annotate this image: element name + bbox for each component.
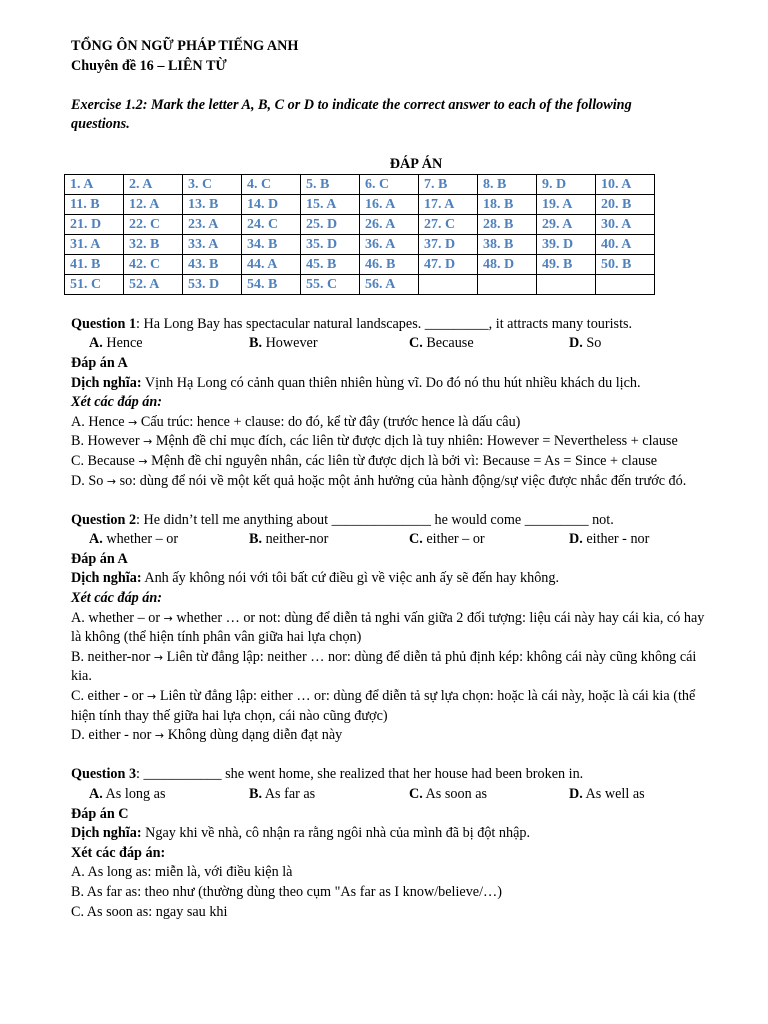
option-b: B. However bbox=[249, 335, 318, 352]
question-block bbox=[71, 315, 716, 491]
explanation-item: D. either - nor → Không dùng dạng diễn đạt này bbox=[71, 727, 343, 744]
consider-heading: Xét các đáp án: bbox=[71, 394, 163, 411]
question-label: Question 3 bbox=[71, 766, 137, 783]
arrow-icon: → bbox=[128, 415, 138, 429]
explanation-item: A. whether – or → whether … or not: dùng để diễn tả nghi vấn giữa 2 đối tượng: liệu cái này hay cái kia, có hay là không (thể hiện tính phân vân giữa hai lựa chọn) bbox=[71, 609, 705, 646]
question-block bbox=[71, 511, 716, 746]
answer-key-cell: 19. A bbox=[537, 195, 596, 215]
answer-key-cell: 9. D bbox=[537, 175, 596, 195]
arrow-icon: → bbox=[163, 611, 173, 625]
answer-key-cell bbox=[419, 275, 478, 295]
question-stem bbox=[71, 315, 716, 335]
answer-line: Đáp án A bbox=[71, 354, 128, 371]
option-c: C. either – or bbox=[409, 531, 485, 548]
document-title: TỔNG ÔN NGỮ PHÁP TIẾNG ANH bbox=[71, 38, 299, 54]
answer-key-cell: 53. D bbox=[183, 275, 242, 295]
translation-line: Dịch nghĩa: Vịnh Hạ Long có cảnh quan thiên nhiên hùng vĩ. Do đó nó thu hút nhiều khách du lịch. bbox=[71, 374, 641, 391]
answer-key-cell: 27. C bbox=[419, 215, 478, 235]
answer-key-row bbox=[65, 175, 655, 195]
answer-key-cell: 7. B bbox=[419, 175, 478, 195]
option-a: A. As long as bbox=[89, 786, 166, 802]
answer-line: Đáp án A bbox=[71, 550, 128, 567]
question-label: Question 2 bbox=[71, 511, 137, 528]
answer-key-row bbox=[65, 275, 655, 295]
explanation-item: C. either - or → Liên từ đẳng lập: either … or: dùng để diễn tả sự lựa chọn: hoặc là cái này, hoặc là cái kia (thể hiện tính thay thế giữa hai lựa chọn, cái nào cũng được) bbox=[71, 688, 696, 724]
answer-key-cell bbox=[478, 275, 537, 295]
question-block bbox=[71, 765, 716, 922]
answer-key-cell: 3. C bbox=[183, 175, 242, 195]
answer-key-cell: 51. C bbox=[65, 275, 124, 295]
document-page bbox=[71, 37, 716, 922]
answer-key-table bbox=[64, 174, 655, 295]
translation-line: Dịch nghĩa: Anh ấy không nói với tôi bất cứ điều gì về việc anh ấy sẽ đến hay không. bbox=[71, 570, 560, 587]
exercise-label: Exercise 1.2 bbox=[71, 96, 143, 113]
option-c: C. As soon as bbox=[409, 786, 488, 802]
answer-key-cell: 4. C bbox=[242, 175, 301, 195]
answer-key-cell: 33. A bbox=[183, 235, 242, 255]
answer-key-cell: 32. B bbox=[124, 235, 183, 255]
answer-key-cell: 6. C bbox=[360, 175, 419, 195]
arrow-icon: → bbox=[153, 650, 164, 664]
arrow-icon: → bbox=[154, 729, 165, 743]
consider-heading: Xét các đáp án: bbox=[71, 590, 163, 607]
arrow-icon: → bbox=[138, 454, 148, 468]
explanation-item: D. So → so: dùng để nói về một kết quả hoặc một ảnh hưởng của hành động/sự việc được nhắc đến trước đó. bbox=[71, 472, 687, 489]
arrow-icon: → bbox=[106, 474, 117, 488]
arrow-icon: → bbox=[143, 435, 153, 449]
answer-key-cell bbox=[596, 275, 655, 295]
answer-key-cell: 20. B bbox=[596, 195, 655, 215]
option-a: A. whether – or bbox=[89, 531, 179, 548]
answer-key-cell: 2. A bbox=[124, 175, 183, 195]
answer-key-cell: 46. B bbox=[360, 255, 419, 275]
answer-key-cell: 41. B bbox=[65, 255, 124, 275]
answer-key-cell: 44. A bbox=[242, 255, 301, 275]
explanation-item: B. As far as: theo như (thường dùng theo cụm "As far as I know/believe/…) bbox=[71, 883, 502, 900]
answer-key-cell: 24. C bbox=[242, 215, 301, 235]
answer-key-cell: 42. C bbox=[124, 255, 183, 275]
answer-key-cell: 30. A bbox=[596, 215, 655, 235]
arrow-icon: → bbox=[147, 690, 157, 704]
answer-key-cell: 40. A bbox=[596, 235, 655, 255]
question-options bbox=[71, 334, 716, 354]
answer-key-row bbox=[65, 195, 655, 215]
explanation-item: C. Because → Mệnh đề chỉ nguyên nhân, các liên từ được dịch là bởi vì: Because = As = Since + clause bbox=[71, 452, 658, 469]
answer-key-cell: 37. D bbox=[419, 235, 478, 255]
answer-key-cell: 52. A bbox=[124, 275, 183, 295]
answer-key-cell: 13. B bbox=[183, 195, 242, 215]
answer-key-cell: 54. B bbox=[242, 275, 301, 295]
answer-key-cell: 36. A bbox=[360, 235, 419, 255]
answer-key-cell: 38. B bbox=[478, 235, 537, 255]
option-d: D. either - nor bbox=[569, 531, 650, 548]
exercise-instruction bbox=[71, 96, 676, 135]
translation-line: Dịch nghĩa: Ngay khi về nhà, cô nhận ra rằng ngôi nhà của mình đã bị đột nhập. bbox=[71, 825, 531, 842]
answer-key-cell: 1. A bbox=[65, 175, 124, 195]
answer-key-cell: 8. B bbox=[478, 175, 537, 195]
answer-key-cell: 45. B bbox=[301, 255, 360, 275]
option-d: D. As well as bbox=[569, 786, 645, 802]
question-options bbox=[71, 785, 716, 805]
question-text: : He didn’t tell me anything about ______________ he would come _________ not. bbox=[136, 511, 614, 528]
answer-key-cell bbox=[537, 275, 596, 295]
answer-key-cell: 18. B bbox=[478, 195, 537, 215]
answer-key-cell: 22. C bbox=[124, 215, 183, 235]
answer-key-cell: 11. B bbox=[65, 195, 124, 215]
answer-key-cell: 25. D bbox=[301, 215, 360, 235]
answer-key-cell: 5. B bbox=[301, 175, 360, 195]
answer-line: Đáp án C bbox=[71, 805, 129, 822]
answer-key-cell: 47. D bbox=[419, 255, 478, 275]
answer-key-cell: 26. A bbox=[360, 215, 419, 235]
option-b: B. neither-nor bbox=[249, 531, 329, 548]
answer-key-row bbox=[65, 215, 655, 235]
option-d: D. So bbox=[569, 335, 602, 352]
answer-key-cell: 29. A bbox=[537, 215, 596, 235]
answer-key-cell: 34. B bbox=[242, 235, 301, 255]
answer-key-cell: 48. D bbox=[478, 255, 537, 275]
question-stem bbox=[71, 765, 716, 785]
answer-key-cell: 21. D bbox=[65, 215, 124, 235]
answer-key-cell: 56. A bbox=[360, 275, 419, 295]
document-subtitle: Chuyên đề 16 – LIÊN TỪ bbox=[71, 57, 227, 74]
question-stem bbox=[71, 511, 716, 531]
option-c: C. Because bbox=[409, 335, 474, 352]
answer-key-cell: 43. B bbox=[183, 255, 242, 275]
answer-key-cell: 39. D bbox=[537, 235, 596, 255]
answer-key-cell: 28. B bbox=[478, 215, 537, 235]
explanation-item: B. However → Mệnh đề chỉ mục đích, các liên từ được dịch là tuy nhiên: However = Nevertheless + clause bbox=[71, 433, 678, 450]
answer-key-title: ĐÁP ÁN bbox=[389, 155, 443, 172]
answer-key-row bbox=[65, 235, 655, 255]
explanation-item: A. As long as: miễn là, với điều kiện là bbox=[71, 864, 293, 881]
answer-key-cell: 10. A bbox=[596, 175, 655, 195]
answer-key-cell: 35. D bbox=[301, 235, 360, 255]
answer-key-cell: 16. A bbox=[360, 195, 419, 215]
answer-key-cell: 50. B bbox=[596, 255, 655, 275]
question-text: : ___________ she went home, she realized that her house had been broken in. bbox=[136, 766, 584, 783]
answer-key-cell: 55. C bbox=[301, 275, 360, 295]
answer-key-cell: 14. D bbox=[242, 195, 301, 215]
answer-key-cell: 12. A bbox=[124, 195, 183, 215]
answer-key-row bbox=[65, 255, 655, 275]
explanation-item: A. Hence → Cấu trúc: hence + clause: do đó, kể từ đây (trước hence là dấu câu) bbox=[71, 413, 521, 430]
answer-key-cell: 17. A bbox=[419, 195, 478, 215]
answer-key-cell: 15. A bbox=[301, 195, 360, 215]
answer-key-cell: 49. B bbox=[537, 255, 596, 275]
answer-key-cell: 31. A bbox=[65, 235, 124, 255]
consider-heading: Xét các đáp án: bbox=[71, 844, 166, 861]
question-label: Question 1 bbox=[71, 315, 137, 332]
exercise-text: : Mark the letter A, B, C or D to indicate the correct answer to each of the following questions. bbox=[71, 96, 632, 133]
answer-key-cell: 23. A bbox=[183, 215, 242, 235]
option-b: B. As far as bbox=[249, 786, 316, 802]
option-a: A. Hence bbox=[89, 335, 143, 352]
explanation-item: C. As soon as: ngay sau khi bbox=[71, 903, 228, 920]
question-text: : Ha Long Bay has spectacular natural landscapes. _________, it attracts many tourists. bbox=[136, 315, 633, 332]
explanation-item: B. neither-nor → Liên từ đẳng lập: neither … nor: dùng để diễn tả phủ định kép: không cái này cũng không cái kia. bbox=[71, 648, 697, 685]
question-options bbox=[71, 530, 716, 550]
